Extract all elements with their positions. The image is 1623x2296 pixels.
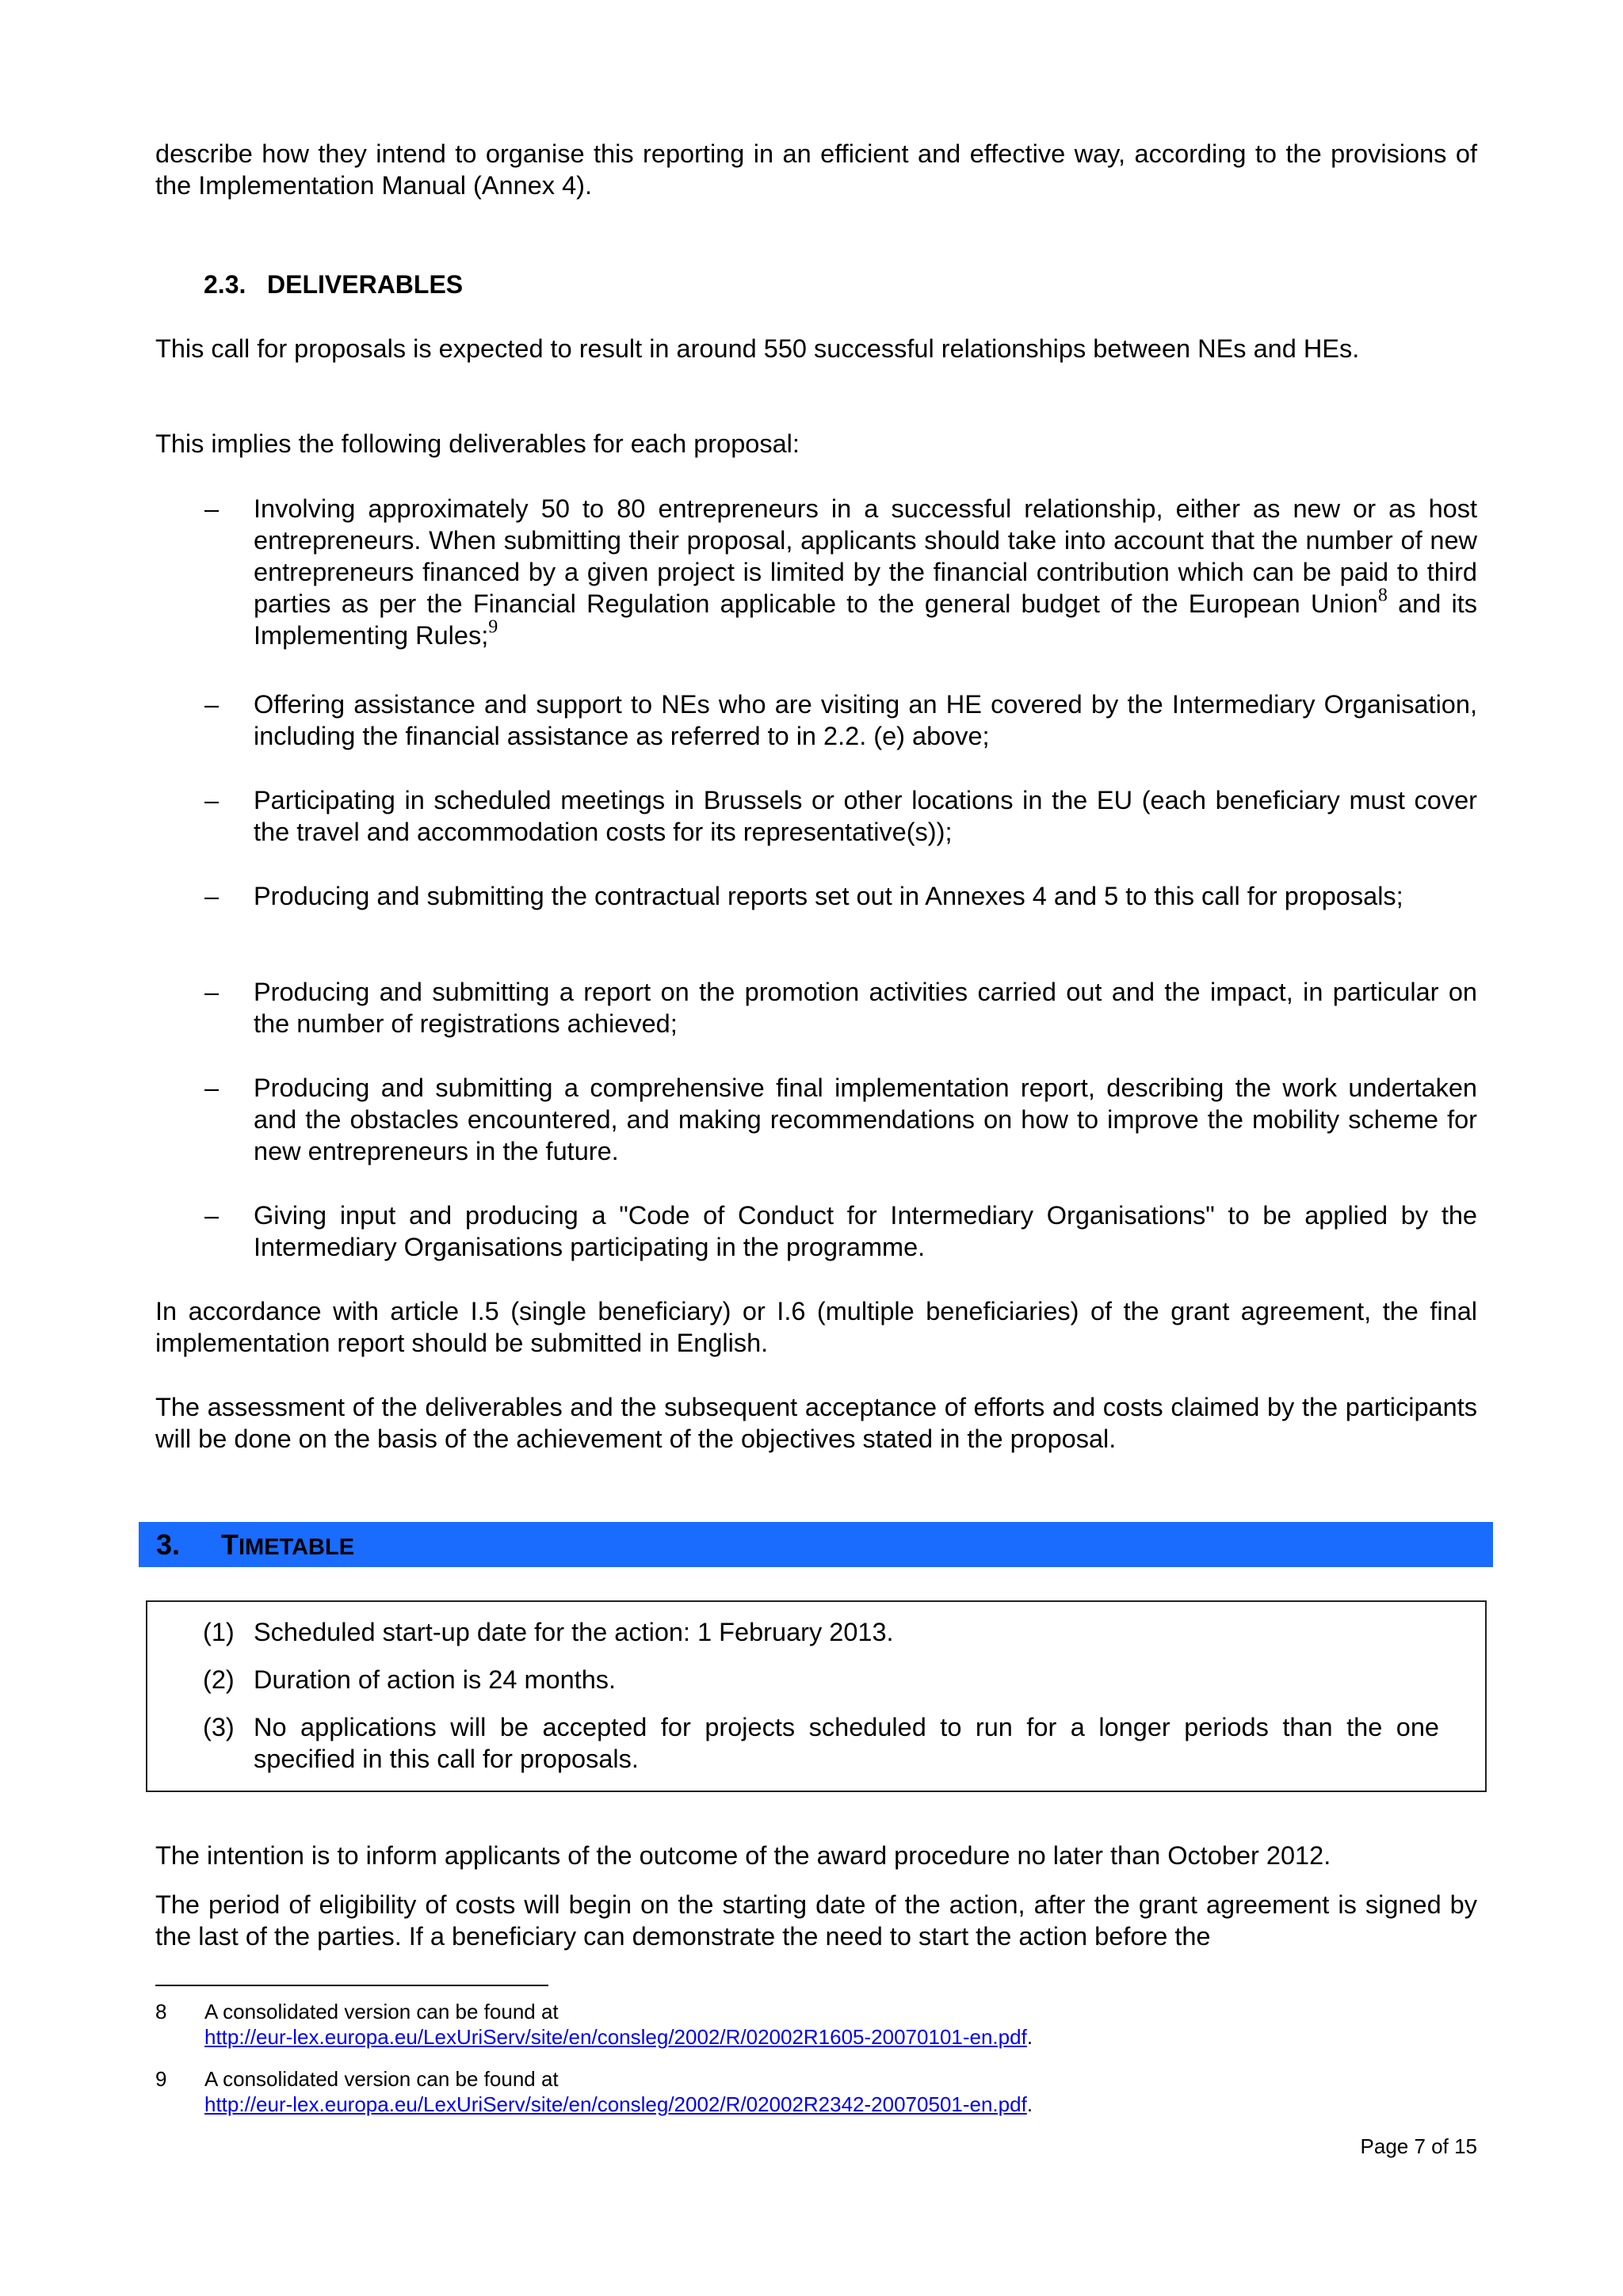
section-2-3-number: 2.3. <box>204 270 246 299</box>
section-3-title <box>221 1528 354 1562</box>
dash-bullet: – <box>204 882 220 910</box>
final-report-language-paragraph: In accordance with article I.5 (single beneficiary) or I.6 (multiple beneficiaries) of the grant agreement, the final implementation report should be submitted in English. <box>155 1297 1477 1357</box>
dash-bullet: – <box>204 786 220 814</box>
footnote-text <box>204 2066 1314 2117</box>
deliverable-text: Participating in scheduled meetings in Brussels or other locations in the EU (each beneficiary must cover the travel and accommodation costs for its representative(s)); <box>254 786 1477 846</box>
eligibility-paragraph: The period of eligibility of costs will begin on the starting date of the action, after the grant agreement is signed by the last of the parties. If a beneficiary can demonstrate the need to start the action before the <box>155 1890 1477 1951</box>
deliverable-text: Giving input and producing a "Code of Conduct for Intermediary Organisations" to be applied by the Intermediary Organisations participating in the programme. <box>254 1201 1477 1261</box>
footnote-number: 9 <box>155 2067 167 2091</box>
footnote-label: A consolidated version can be found at <box>204 2000 559 2023</box>
footnote-8 <box>155 1999 1477 2050</box>
footnote-ref-8[interactable]: 8 <box>1377 585 1388 606</box>
section-2-3-heading <box>204 269 463 300</box>
dash-bullet: – <box>204 690 220 719</box>
section-3-heading-bar <box>139 1522 1493 1567</box>
dash-bullet: – <box>204 494 220 523</box>
timetable-item-text: Duration of action is 24 months. <box>254 1665 617 1694</box>
timetable-item-text: Scheduled start-up date for the action: 1 February 2013. <box>254 1618 894 1646</box>
deliverable-text: Offering assistance and support to NEs who are visiting an HE covered by the Intermediary Organisation, including the financial assistance as referred to in 2.2. (e) above; <box>254 690 1477 750</box>
footnote-9 <box>155 2066 1477 2117</box>
deliverables-list-intro: This implies the following deliverables for each proposal: <box>155 429 800 458</box>
footnote-label: A consolidated version can be found at <box>204 2067 559 2091</box>
deliverable-text: Producing and submitting a comprehensive final implementation report, describing the work undertaken and the obstacles encountered, and making recommendations on how to improve the mobility scheme for new entrepreneurs in the future. <box>254 1074 1477 1165</box>
dash-bullet: – <box>204 1201 220 1230</box>
deliverable-text <box>254 493 1477 651</box>
deliverable-text-main: Involving approximately 50 to 80 entrepreneurs in a successful relationship, either as new or as host entrepreneurs. When submitting their proposal, applicants should take into account that the number of new entrepreneurs financed by a given project is limited by the financial contribution which can be paid to third parties as per the Financial Regulation applicable to the general budget of the European Union <box>254 494 1477 618</box>
dash-bullet: – <box>204 978 220 1006</box>
award-procedure-paragraph: The intention is to inform applicants of the outcome of the award procedure no later than October 2012. <box>155 1841 1331 1870</box>
page-number: Page 7 of 15 <box>1360 2134 1477 2158</box>
deliverable-text: Producing and submitting a report on the promotion activities carried out and the impact, in particular on the number of registrations achieved; <box>254 978 1477 1038</box>
timetable-item-number: (1) <box>203 1618 235 1646</box>
assessment-paragraph: The assessment of the deliverables and the subsequent acceptance of efforts and costs claimed by the participants will be done on the basis of the achievement of the objectives stated in the proposal. <box>155 1393 1477 1453</box>
deliverable-text-cont: and its Implementing Rules; <box>254 589 1477 650</box>
timetable-item-number: (3) <box>203 1713 235 1741</box>
footnote-period: . <box>1026 2025 1033 2049</box>
deliverable-text: Producing and submitting the contractual reports set out in Annexes 4 and 5 to this call for proposals; <box>254 882 1403 910</box>
footnote-number: 8 <box>155 2000 167 2023</box>
footnote-ref-9[interactable]: 9 <box>488 616 498 638</box>
section-3-title-initial: T <box>221 1528 239 1561</box>
footnote-link[interactable]: http://eur-lex.europa.eu/LexUriServ/site/en/consleg/2002/R/02002R1605-20070101-en.pdf <box>204 2025 1027 2049</box>
section-3-number: 3. <box>156 1528 181 1561</box>
timetable-item-text: No applications will be accepted for projects scheduled to run for a longer periods than the one specified in this call for proposals. <box>254 1713 1439 1773</box>
footnote-separator <box>155 1985 548 1986</box>
footnote-period: . <box>1026 2092 1033 2116</box>
timetable-item-number: (2) <box>203 1665 235 1694</box>
section-3-title-rest: IMETABLE <box>239 1535 355 1560</box>
footnote-link[interactable]: http://eur-lex.europa.eu/LexUriServ/site/en/consleg/2002/R/02002R2342-20070501-en.pdf <box>204 2092 1027 2116</box>
footnote-text <box>204 1999 1314 2050</box>
dash-bullet: – <box>204 1074 220 1102</box>
intro-continuation-paragraph: describe how they intend to organise this reporting in an efficient and effective way, according to the provisions of the Implementation Manual (Annex 4). <box>155 139 1477 200</box>
deliverables-intro-paragraph: This call for proposals is expected to result in around 550 successful relationships between NEs and HEs. <box>155 334 1360 363</box>
section-2-3-title: DELIVERABLES <box>267 270 464 299</box>
